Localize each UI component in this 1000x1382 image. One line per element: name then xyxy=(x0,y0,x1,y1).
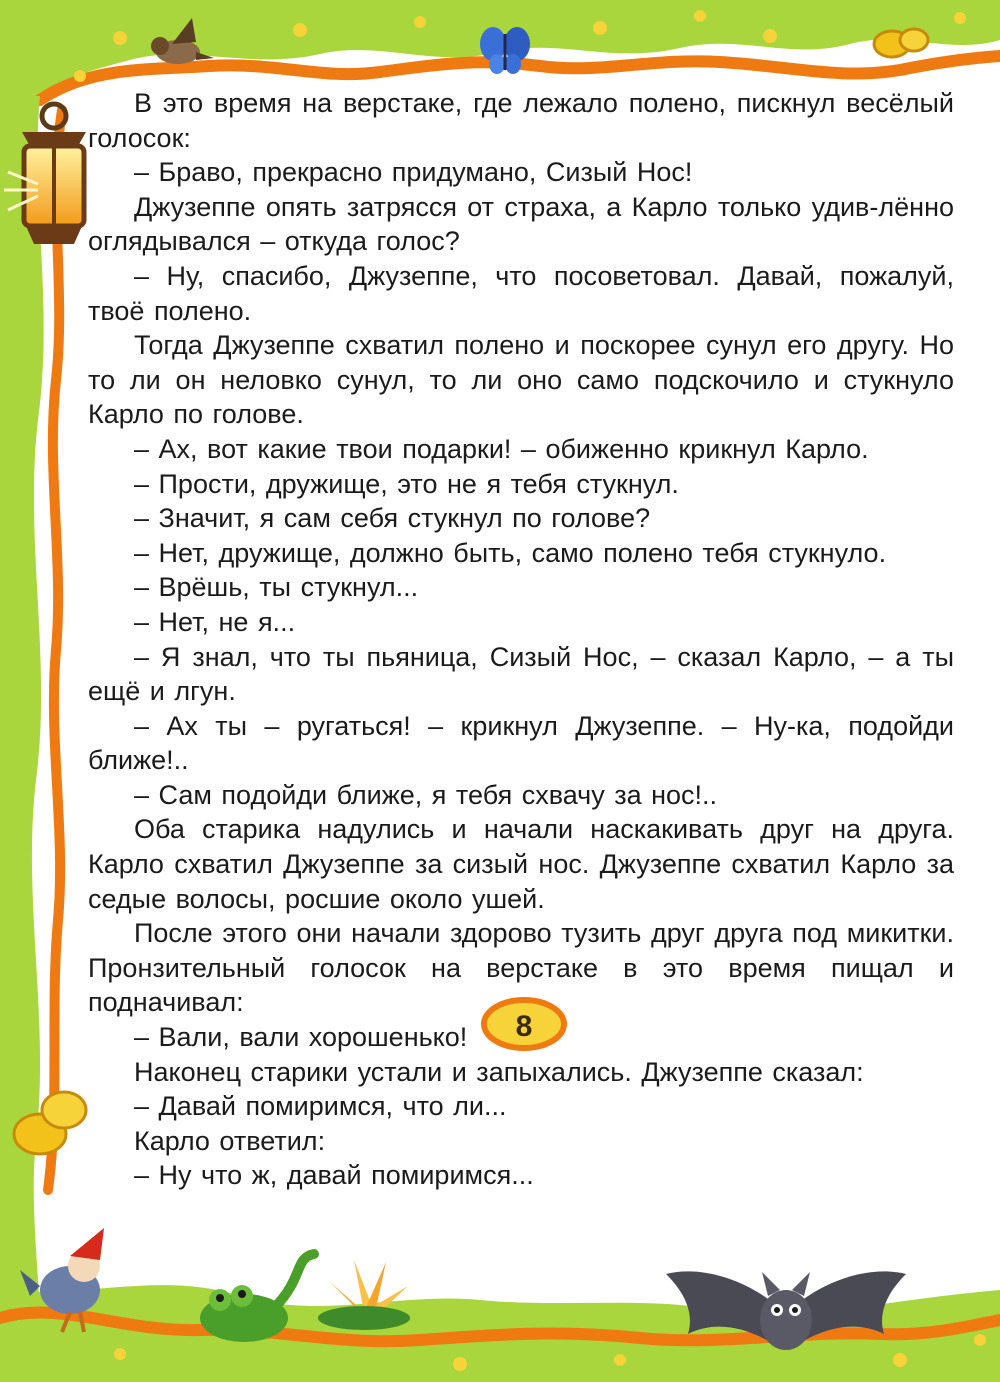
paragraph: – Прости, дружище, это не я тебя стукнул. xyxy=(134,468,679,499)
paragraph: – Давай помиримся, что ли... xyxy=(134,1091,507,1122)
paragraph: – Значит, я сам себя стукнул по голове? xyxy=(134,503,651,534)
paragraph: – Нет, не я... xyxy=(134,606,296,637)
paragraph: – Сам подойди ближе, я тебя схвачу за нос!.. xyxy=(134,779,718,810)
paragraph: – Вали, вали хорошенько! xyxy=(134,1022,468,1053)
coins-icon xyxy=(874,29,928,57)
paragraph: – Врёшь, ты стукнул... xyxy=(134,572,419,603)
paragraph: – Браво, прекрасно придумано, Сизый Нос! xyxy=(134,157,693,188)
paragraph: После этого они начали здорово тузить друг друга под микитки. Пронзительный голосок на верстаке в это время пищал и подначивал: xyxy=(88,918,954,1018)
paragraph: – Я знал, что ты пьяница, Сизый Нос, – сказал Карло, – а ты ещё и лгун. xyxy=(88,641,954,707)
paragraph: – Нет, дружище, должно быть, само полено тебя стукнуло. xyxy=(134,537,887,568)
paragraph: В это время на верстаке, где лежало полено, пискнул весёлый голосок: xyxy=(88,88,954,153)
paragraph: Наконец старики устали и запыхались. Джузеппе сказал: xyxy=(134,1056,864,1087)
water-lily-icon xyxy=(318,1260,410,1330)
paragraph: Карло ответил: xyxy=(134,1125,326,1156)
page-number: 8 xyxy=(515,1010,533,1043)
paragraph: Джузеппе опять затрясся от страха, а Карло только удив-лённо оглядывался – откуда голос? xyxy=(88,191,954,257)
paragraph: – Ну что ж, давай помиримся... xyxy=(134,1160,534,1191)
paragraph: Оба старика надулись и начали наскакивать друг на друга. Карло схватил Джузеппе за сизый нос. Джузеппе схватил Карло за седые волосы, росшие около ушей. xyxy=(88,814,954,914)
paragraph: – Ах ты – ругаться! – крикнул Джузеппе. – Ну-ка, подойди ближе!.. xyxy=(88,710,954,776)
paragraph: – Ах, вот какие твои подарки! – обиженно крикнул Карло. xyxy=(134,433,869,464)
paragraph: Тогда Джузеппе схватил полено и поскорее сунул его другу. Но то ли он неловко сунул, то ли оно само подскочило и стукнуло Карло по голове. xyxy=(88,330,954,430)
paragraph: – Ну, спасибо, Джузеппе, что посоветовал. Давай, пожалуй, твоё полено. xyxy=(88,260,954,326)
